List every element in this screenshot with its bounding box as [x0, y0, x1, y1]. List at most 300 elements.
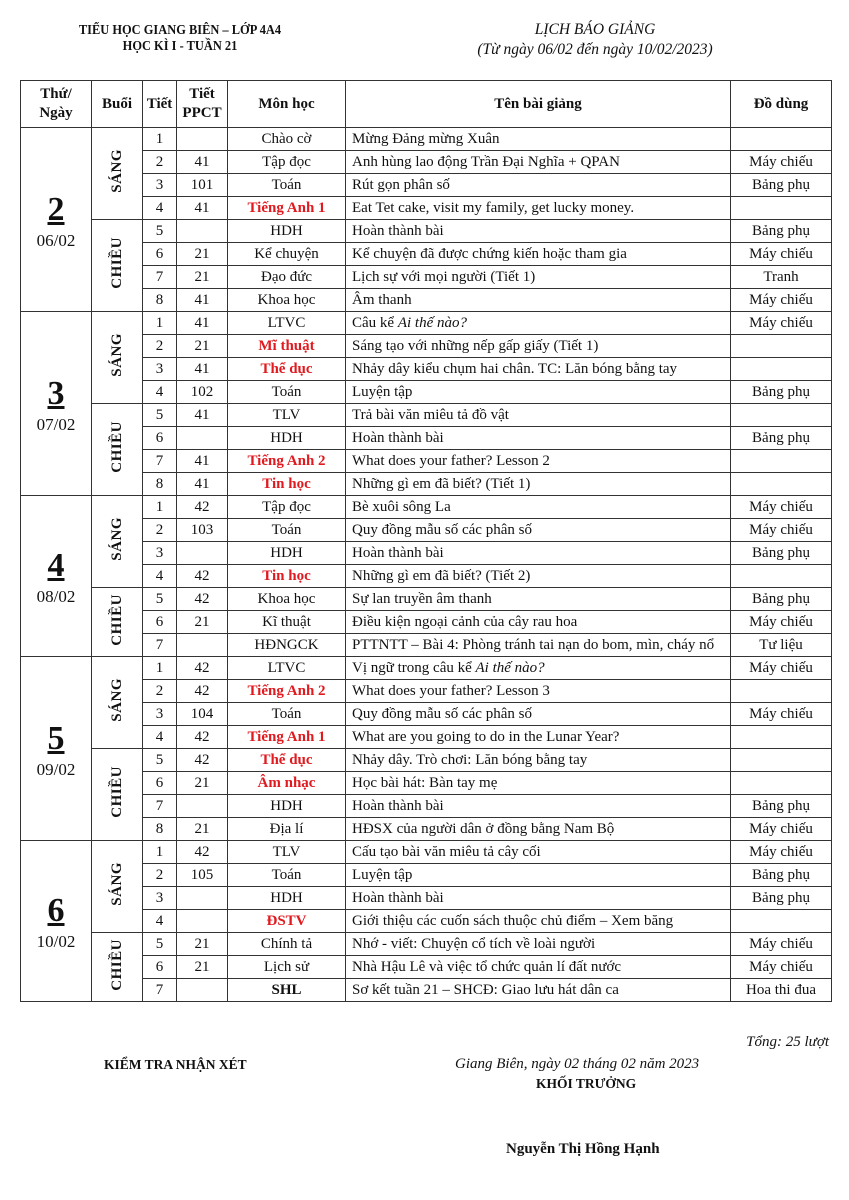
table-row	[21, 381, 832, 404]
lesson-text: PTTNTT – Bài 4: Phòng tránh tai nạn do bom, mìn, cháy nổ	[352, 637, 715, 653]
table-row	[21, 542, 832, 565]
lesson-cell	[346, 335, 731, 358]
table-row	[21, 841, 832, 864]
lesson-cell	[346, 818, 731, 841]
period-cell: 4	[143, 726, 177, 749]
lesson-text: Âm thanh	[352, 292, 412, 308]
subject-cell: Tiếng Anh 1	[228, 726, 346, 749]
subject-cell: HĐNGCK	[228, 634, 346, 657]
ppct-cell: 21	[177, 933, 228, 956]
ppct-cell	[177, 542, 228, 565]
period-cell: 5	[143, 749, 177, 772]
ppct-cell: 41	[177, 404, 228, 427]
term-line: HỌC KÌ I - TUẦN 21	[122, 38, 238, 53]
lesson-cell	[346, 312, 731, 335]
lesson-text: Luyện tập	[352, 384, 413, 400]
materials-cell: Bảng phụ	[731, 220, 832, 243]
ppct-cell: 42	[177, 726, 228, 749]
lesson-cell	[346, 404, 731, 427]
materials-cell: Hoa thi đua	[731, 979, 832, 1002]
lesson-text: Hoàn thành bài	[352, 890, 444, 906]
lesson-text: Quy đồng mẫu số các phân số	[352, 706, 532, 722]
table-row	[21, 358, 832, 381]
lesson-cell	[346, 450, 731, 473]
subject-cell: HDH	[228, 427, 346, 450]
day-cell	[21, 496, 92, 657]
materials-cell: Bảng phụ	[731, 542, 832, 565]
session-label: SÁNG	[109, 517, 125, 561]
subject-cell: HDH	[228, 887, 346, 910]
lesson-text: Eat Tet cake, visit my family, get lucky money.	[352, 200, 635, 216]
place-date: Giang Biên, ngày 02 tháng 02 năm 2023	[455, 1056, 700, 1072]
lesson-cell	[346, 657, 731, 680]
head-title: KHỐI TRƯỞNG	[536, 1076, 637, 1091]
materials-cell: Máy chiếu	[731, 611, 832, 634]
session-label: SÁNG	[109, 149, 125, 193]
period-cell: 5	[143, 588, 177, 611]
table-row	[21, 588, 832, 611]
signer-name: Nguyễn Thị Hồng Hạnh	[506, 1141, 660, 1157]
period-cell: 1	[143, 657, 177, 680]
day-date: 09/02	[36, 759, 76, 779]
table-row	[21, 772, 832, 795]
lesson-cell	[346, 266, 731, 289]
lesson-cell	[346, 910, 731, 933]
subject-cell: TLV	[228, 841, 346, 864]
period-cell: 7	[143, 266, 177, 289]
materials-cell: Máy chiếu	[731, 841, 832, 864]
header-lesson: Tên bài giảng	[346, 81, 731, 128]
subject-cell: Tiếng Anh 2	[228, 680, 346, 703]
ppct-cell	[177, 128, 228, 151]
ppct-cell: 103	[177, 519, 228, 542]
materials-cell	[731, 197, 832, 220]
session-label: CHIỀU	[109, 421, 125, 473]
lesson-cell	[346, 979, 731, 1002]
session-label: SÁNG	[109, 862, 125, 906]
lesson-italic-text: Ai thế nào?	[475, 660, 545, 676]
lesson-text: HĐSX của người dân ở đồng bằng Nam Bộ	[352, 821, 615, 837]
period-cell: 3	[143, 887, 177, 910]
materials-cell	[731, 358, 832, 381]
lesson-text: Nhảy dây kiểu chụm hai chân. TC: Lăn bóng bằng tay	[352, 361, 678, 377]
table-row	[21, 749, 832, 772]
check-label: KIỂM TRA NHẬN XÉT	[104, 1057, 247, 1072]
period-cell: 8	[143, 473, 177, 496]
lesson-italic-text: Ai thế nào?	[397, 315, 467, 331]
materials-cell	[731, 772, 832, 795]
period-cell: 6	[143, 956, 177, 979]
lesson-cell	[346, 864, 731, 887]
table-row	[21, 979, 832, 1002]
ppct-cell: 41	[177, 358, 228, 381]
lesson-text: Hoàn thành bài	[352, 545, 444, 561]
period-cell: 6	[143, 427, 177, 450]
day-number: 6	[47, 892, 65, 929]
lesson-text: Những gì em đã biết? (Tiết 1)	[352, 476, 531, 492]
lesson-cell	[346, 197, 731, 220]
period-cell: 8	[143, 818, 177, 841]
lesson-text: What are you going to do in the Lunar Year?	[352, 729, 620, 745]
session-cell	[92, 496, 143, 588]
period-cell: 8	[143, 289, 177, 312]
materials-cell: Bảng phụ	[731, 887, 832, 910]
table-row	[21, 312, 832, 335]
lesson-text: Bè xuôi sông La	[352, 499, 451, 515]
ppct-cell: 41	[177, 450, 228, 473]
subject-cell: TLV	[228, 404, 346, 427]
session-cell	[92, 841, 143, 933]
lesson-cell	[346, 772, 731, 795]
subject-cell: Khoa học	[228, 289, 346, 312]
lesson-cell	[346, 174, 731, 197]
subject-cell: Thể dục	[228, 358, 346, 381]
school-line: TIỂU HỌC GIANG BIÊN – LỚP 4A4	[78, 22, 282, 37]
period-cell: 4	[143, 565, 177, 588]
ppct-cell: 104	[177, 703, 228, 726]
table-row	[21, 703, 832, 726]
session-cell	[92, 404, 143, 496]
ppct-cell: 42	[177, 588, 228, 611]
subject-cell: SHL	[228, 979, 346, 1002]
session-cell	[92, 312, 143, 404]
period-cell: 4	[143, 910, 177, 933]
period-cell: 7	[143, 795, 177, 818]
table-row	[21, 197, 832, 220]
subject-cell: Toán	[228, 381, 346, 404]
session-label: CHIỀU	[109, 766, 125, 818]
table-row	[21, 864, 832, 887]
subject-cell: Âm nhạc	[228, 772, 346, 795]
table-row	[21, 427, 832, 450]
day-number: 4	[47, 547, 65, 584]
ppct-cell: 21	[177, 818, 228, 841]
day-cell	[21, 128, 92, 312]
session-label: CHIỀU	[109, 593, 125, 646]
subject-cell: Toán	[228, 703, 346, 726]
lesson-text: Cấu tạo bài văn miêu tả cây cối	[352, 844, 541, 860]
materials-cell: Máy chiếu	[731, 657, 832, 680]
period-cell: 5	[143, 404, 177, 427]
lesson-cell	[346, 565, 731, 588]
subject-cell: Mĩ thuật	[228, 335, 346, 358]
table-row	[21, 266, 832, 289]
lesson-text: Nhớ - viết: Chuyện cổ tích về loài người	[352, 936, 596, 952]
table-row	[21, 565, 832, 588]
day-number: 3	[47, 374, 65, 412]
header-day: Thứ/ Ngày	[21, 81, 92, 128]
subject-cell: Chào cờ	[228, 128, 346, 151]
period-cell: 7	[143, 450, 177, 473]
ppct-cell: 42	[177, 496, 228, 519]
materials-cell	[731, 335, 832, 358]
subject-cell: Thể dục	[228, 749, 346, 772]
materials-cell	[731, 680, 832, 703]
header-period: Tiết	[143, 81, 177, 128]
ppct-cell: 42	[177, 565, 228, 588]
table-row	[21, 956, 832, 979]
materials-cell: Máy chiếu	[731, 519, 832, 542]
day-cell	[21, 841, 92, 1002]
subject-cell: Toán	[228, 864, 346, 887]
lesson-cell	[346, 634, 731, 657]
period-cell: 3	[143, 703, 177, 726]
period-cell: 1	[143, 841, 177, 864]
lesson-cell	[346, 703, 731, 726]
materials-cell: Tư liệu	[731, 634, 832, 657]
subject-cell: Khoa học	[228, 588, 346, 611]
lesson-cell	[346, 887, 731, 910]
lesson-text: Mừng Đảng mừng Xuân	[352, 131, 500, 147]
lesson-cell	[346, 933, 731, 956]
table-row	[21, 933, 832, 956]
schedule-title: LỊCH BÁO GIẢNG	[534, 21, 656, 38]
day-number: 5	[47, 719, 65, 757]
day-date: 06/02	[36, 230, 76, 250]
ppct-cell: 21	[177, 243, 228, 266]
period-cell: 3	[143, 542, 177, 565]
materials-cell: Máy chiếu	[731, 818, 832, 841]
materials-cell	[731, 726, 832, 749]
lesson-text: Giới thiệu các cuốn sách thuộc chủ điểm – Xem băng	[352, 913, 674, 929]
period-cell: 6	[143, 772, 177, 795]
subject-cell: Kĩ thuật	[228, 611, 346, 634]
table-row	[21, 473, 832, 496]
lesson-text: Những gì em đã biết? (Tiết 2)	[352, 568, 531, 584]
ppct-cell	[177, 634, 228, 657]
period-cell: 7	[143, 634, 177, 657]
ppct-cell: 42	[177, 841, 228, 864]
table-row	[21, 496, 832, 519]
lesson-text: Hoàn thành bài	[352, 430, 444, 446]
lesson-cell	[346, 680, 731, 703]
ppct-cell: 21	[177, 956, 228, 979]
lesson-text: Trả bài văn miêu tả đồ vật	[352, 407, 509, 423]
materials-cell: Máy chiếu	[731, 312, 832, 335]
subject-cell: Tin học	[228, 473, 346, 496]
lesson-text: Kể chuyện đã được chứng kiến hoặc tham gia	[352, 246, 627, 262]
materials-cell	[731, 749, 832, 772]
ppct-cell: 21	[177, 335, 228, 358]
materials-cell: Bảng phụ	[731, 381, 832, 404]
ppct-cell: 41	[177, 151, 228, 174]
lesson-cell	[346, 611, 731, 634]
period-cell: 7	[143, 979, 177, 1002]
session-cell	[92, 128, 143, 220]
period-cell: 6	[143, 243, 177, 266]
subject-cell: Kể chuyện	[228, 243, 346, 266]
session-cell	[92, 220, 143, 312]
table-row	[21, 657, 832, 680]
table-row	[21, 220, 832, 243]
lesson-cell	[346, 243, 731, 266]
ppct-cell	[177, 427, 228, 450]
period-cell: 5	[143, 220, 177, 243]
table-row	[21, 611, 832, 634]
table-row	[21, 887, 832, 910]
table-row	[21, 243, 832, 266]
subject-cell: Tiếng Anh 2	[228, 450, 346, 473]
lesson-cell	[346, 151, 731, 174]
ppct-cell: 41	[177, 197, 228, 220]
schedule-header	[420, 20, 770, 60]
period-cell: 2	[143, 335, 177, 358]
period-cell: 4	[143, 197, 177, 220]
materials-cell: Máy chiếu	[731, 289, 832, 312]
table-row	[21, 519, 832, 542]
table-row	[21, 795, 832, 818]
materials-cell: Máy chiếu	[731, 151, 832, 174]
lesson-cell	[346, 358, 731, 381]
materials-cell	[731, 565, 832, 588]
subject-cell: LTVC	[228, 312, 346, 335]
schedule-body	[21, 128, 832, 1002]
subject-cell: Chính tả	[228, 933, 346, 956]
day-cell	[21, 657, 92, 841]
materials-cell	[731, 128, 832, 151]
lesson-text: Luyện tập	[352, 867, 413, 883]
table-row	[21, 289, 832, 312]
day-cell	[21, 312, 92, 496]
session-label: SÁNG	[109, 678, 125, 722]
subject-cell: Địa lí	[228, 818, 346, 841]
lesson-text: Vị ngữ trong câu kể	[352, 660, 476, 676]
lesson-cell	[346, 427, 731, 450]
ppct-cell: 21	[177, 772, 228, 795]
materials-cell	[731, 473, 832, 496]
table-row	[21, 910, 832, 933]
materials-cell: Tranh	[731, 266, 832, 289]
materials-cell: Bảng phụ	[731, 795, 832, 818]
subject-cell: Đạo đức	[228, 266, 346, 289]
table-row	[21, 404, 832, 427]
school-header	[51, 22, 309, 54]
header-subject: Môn học	[228, 81, 346, 128]
ppct-cell: 41	[177, 312, 228, 335]
materials-cell	[731, 450, 832, 473]
ppct-cell: 41	[177, 473, 228, 496]
lesson-text: Nhảy dây. Trò chơi: Lăn bóng bằng tay	[352, 752, 588, 768]
lesson-text: Hoàn thành bài	[352, 223, 444, 239]
lesson-text: Sự lan truyền âm thanh	[352, 591, 492, 607]
session-cell	[92, 933, 143, 1002]
subject-cell: HDH	[228, 795, 346, 818]
lesson-text: Điều kiện ngoại cảnh của cây rau hoa	[352, 614, 578, 630]
period-cell: 4	[143, 381, 177, 404]
day-date: 10/02	[36, 932, 76, 951]
header-session: Buổi	[92, 81, 143, 128]
period-cell: 1	[143, 496, 177, 519]
ppct-cell: 42	[177, 749, 228, 772]
lesson-cell	[346, 542, 731, 565]
materials-cell: Máy chiếu	[731, 243, 832, 266]
session-label: CHIỀU	[109, 938, 125, 991]
ppct-cell	[177, 979, 228, 1002]
lesson-text: What does your father? Lesson 3	[352, 683, 550, 699]
subject-cell: Toán	[228, 174, 346, 197]
materials-cell	[731, 404, 832, 427]
lesson-text: Rút gọn phân số	[352, 177, 450, 193]
lesson-text: Quy đồng mẫu số các phân số	[352, 522, 532, 538]
lesson-text: Nhà Hậu Lê và việc tổ chức quản lí đất nước	[352, 959, 622, 975]
table-row	[21, 174, 832, 197]
ppct-cell: 42	[177, 657, 228, 680]
table-row	[21, 335, 832, 358]
lesson-cell	[346, 749, 731, 772]
ppct-cell	[177, 795, 228, 818]
ppct-cell: 101	[177, 174, 228, 197]
subject-cell: HDH	[228, 542, 346, 565]
day-number: 2	[47, 190, 65, 228]
subject-cell: Tin học	[228, 565, 346, 588]
ppct-cell: 21	[177, 611, 228, 634]
ppct-cell: 42	[177, 680, 228, 703]
period-cell: 2	[143, 864, 177, 887]
table-row	[21, 634, 832, 657]
materials-cell: Bảng phụ	[731, 864, 832, 887]
lesson-cell	[346, 956, 731, 979]
lesson-cell	[346, 381, 731, 404]
period-cell: 5	[143, 933, 177, 956]
table-row	[21, 818, 832, 841]
period-cell: 2	[143, 680, 177, 703]
lesson-text: What does your father? Lesson 2	[352, 453, 550, 469]
period-cell: 1	[143, 128, 177, 151]
header-ppct: Tiết PPCT	[177, 81, 228, 128]
lesson-cell	[346, 496, 731, 519]
ppct-cell	[177, 220, 228, 243]
subject-cell: HDH	[228, 220, 346, 243]
materials-cell	[731, 910, 832, 933]
lesson-cell	[346, 795, 731, 818]
materials-cell: Bảng phụ	[731, 427, 832, 450]
period-cell: 1	[143, 312, 177, 335]
lesson-text: Học bài hát: Bàn tay mẹ	[352, 775, 498, 791]
ppct-cell: 21	[177, 266, 228, 289]
lesson-text: Sơ kết tuần 21 – SHCĐ: Giao lưu hát dân ca	[352, 982, 619, 998]
materials-cell: Máy chiếu	[731, 933, 832, 956]
table-row	[21, 726, 832, 749]
subject-cell: ĐSTV	[228, 910, 346, 933]
materials-cell: Máy chiếu	[731, 496, 832, 519]
ppct-cell: 105	[177, 864, 228, 887]
table-row	[21, 450, 832, 473]
materials-cell: Bảng phụ	[731, 174, 832, 197]
materials-cell: Bảng phụ	[731, 588, 832, 611]
subject-cell: LTVC	[228, 657, 346, 680]
lesson-text: Anh hùng lao động Trần Đại Nghĩa + QPAN	[352, 154, 620, 170]
ppct-cell: 102	[177, 381, 228, 404]
lesson-text: Lịch sự với mọi người (Tiết 1)	[352, 269, 536, 285]
lesson-text: Sáng tạo với những nếp gấp giấy (Tiết 1)	[352, 338, 599, 354]
period-cell: 2	[143, 519, 177, 542]
subject-cell: Toán	[228, 519, 346, 542]
table-row	[21, 680, 832, 703]
session-cell	[92, 749, 143, 841]
lesson-text: Hoàn thành bài	[352, 798, 444, 814]
session-label: CHIỀU	[109, 237, 125, 289]
lesson-text: Câu kể	[352, 315, 398, 331]
period-cell: 2	[143, 151, 177, 174]
period-cell: 3	[143, 174, 177, 197]
day-date: 07/02	[36, 414, 76, 434]
ppct-cell	[177, 887, 228, 910]
day-date: 08/02	[36, 587, 76, 606]
materials-cell: Máy chiếu	[731, 703, 832, 726]
header-materials: Đồ dùng	[731, 81, 832, 128]
session-label: SÁNG	[109, 333, 125, 377]
lesson-cell	[346, 726, 731, 749]
